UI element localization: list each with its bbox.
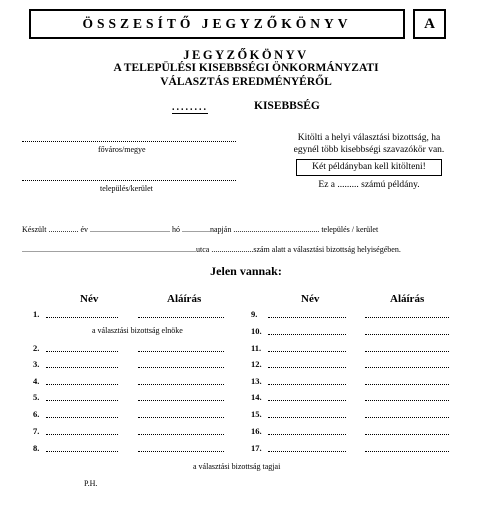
right-row-number: 12. — [251, 359, 262, 369]
instruction-line1: Kitölti a helyi választási bizottság, ha — [297, 133, 441, 143]
left-row-number: 2. — [33, 343, 40, 353]
instruction-line2: egynél több kisebbségi szavazókör van. — [293, 145, 445, 155]
right-name-field[interactable] — [268, 317, 346, 318]
right-signature-field[interactable] — [365, 417, 449, 418]
left-name-field[interactable] — [46, 451, 118, 452]
left-row-number: 3. — [33, 359, 40, 369]
left-name-header: Név — [80, 293, 99, 305]
copies-notice: Két példányban kell kitölteni! — [296, 159, 442, 176]
right-row-number: 14. — [251, 392, 262, 402]
doc-title-line1: JEGYZŐKÖNYV — [183, 48, 309, 62]
left-name-field[interactable] — [46, 351, 118, 352]
right-signature-header: Aláírás — [390, 293, 425, 305]
left-signature-field[interactable] — [138, 367, 224, 368]
left-signature-field[interactable] — [138, 417, 224, 418]
left-row-number: 6. — [33, 409, 40, 419]
right-name-field[interactable] — [268, 400, 346, 401]
right-name-field[interactable] — [268, 334, 346, 335]
prepared-line2[interactable]: .......................................................................................utca .....................szám alatt a választási bizottság helyiségében. — [22, 245, 401, 254]
doc-title-line2: A TELEPÜLÉSI KISEBBSÉGI ÖNKORMÁNYZATI — [113, 62, 379, 74]
left-row-number: 7. — [33, 426, 40, 436]
minority-name-blank[interactable]: ........ — [172, 102, 208, 113]
left-row-number: 4. — [33, 376, 40, 386]
left-signature-field[interactable] — [138, 451, 224, 452]
left-signature-field[interactable] — [138, 434, 224, 435]
left-signature-header: Aláírás — [167, 293, 202, 305]
right-row-number: 16. — [251, 426, 262, 436]
doc-title-line3: VÁLASZTÁS EREDMÉNYÉRŐL — [160, 76, 332, 88]
header-title: ÖSSZESÍTŐ JEGYZŐKÖNYV — [82, 16, 352, 31]
right-row-number: 9. — [251, 309, 258, 319]
left-name-field[interactable] — [46, 400, 118, 401]
left-name-field[interactable] — [46, 317, 118, 318]
right-signature-field[interactable] — [365, 351, 449, 352]
county-field[interactable] — [22, 141, 236, 142]
right-row-number: 10. — [251, 326, 262, 336]
chair-label: a választási bizottság elnöke — [92, 326, 183, 335]
right-name-field[interactable] — [268, 434, 346, 435]
present-title: Jelen vannak: — [210, 264, 282, 278]
right-name-field[interactable] — [268, 351, 346, 352]
left-name-field[interactable] — [46, 434, 118, 435]
right-signature-field[interactable] — [365, 384, 449, 385]
left-row-number: 5. — [33, 392, 40, 402]
right-signature-field[interactable] — [365, 451, 449, 452]
right-name-field[interactable] — [268, 367, 346, 368]
members-label: a választási bizottság tagjai — [193, 462, 281, 471]
county-label: főváros/megye — [98, 145, 146, 154]
right-signature-field[interactable] — [365, 434, 449, 435]
right-name-field[interactable] — [268, 384, 346, 385]
copy-number[interactable]: Ez a ......... számú példány. — [318, 180, 420, 190]
right-signature-field[interactable] — [365, 334, 449, 335]
settlement-label: település/kerület — [100, 184, 153, 193]
left-name-field[interactable] — [46, 384, 118, 385]
right-row-number: 15. — [251, 409, 262, 419]
minority-label: KISEBBSÉG — [254, 100, 320, 112]
stamp-label: P.H. — [84, 479, 98, 488]
prepared-line1[interactable]: Készült ............... év ........................................ hó ..............napján ........................................... település / kerület — [22, 225, 379, 234]
left-name-field[interactable] — [46, 417, 118, 418]
right-name-field[interactable] — [268, 417, 346, 418]
right-row-number: 11. — [251, 343, 262, 353]
left-row-number: 8. — [33, 443, 40, 453]
left-row-number: 1. — [33, 309, 40, 319]
right-name-field[interactable] — [268, 451, 346, 452]
settlement-field[interactable] — [22, 180, 236, 181]
left-signature-field[interactable] — [138, 351, 224, 352]
left-signature-field[interactable] — [138, 400, 224, 401]
left-signature-field[interactable] — [138, 384, 224, 385]
right-row-number: 17. — [251, 443, 262, 453]
right-signature-field[interactable] — [365, 400, 449, 401]
right-signature-field[interactable] — [365, 367, 449, 368]
right-signature-field[interactable] — [365, 317, 449, 318]
right-row-number: 13. — [251, 376, 262, 386]
left-signature-field[interactable] — [138, 317, 224, 318]
right-name-header: Név — [301, 293, 320, 305]
left-name-field[interactable] — [46, 367, 118, 368]
form-code: A — [413, 9, 446, 39]
